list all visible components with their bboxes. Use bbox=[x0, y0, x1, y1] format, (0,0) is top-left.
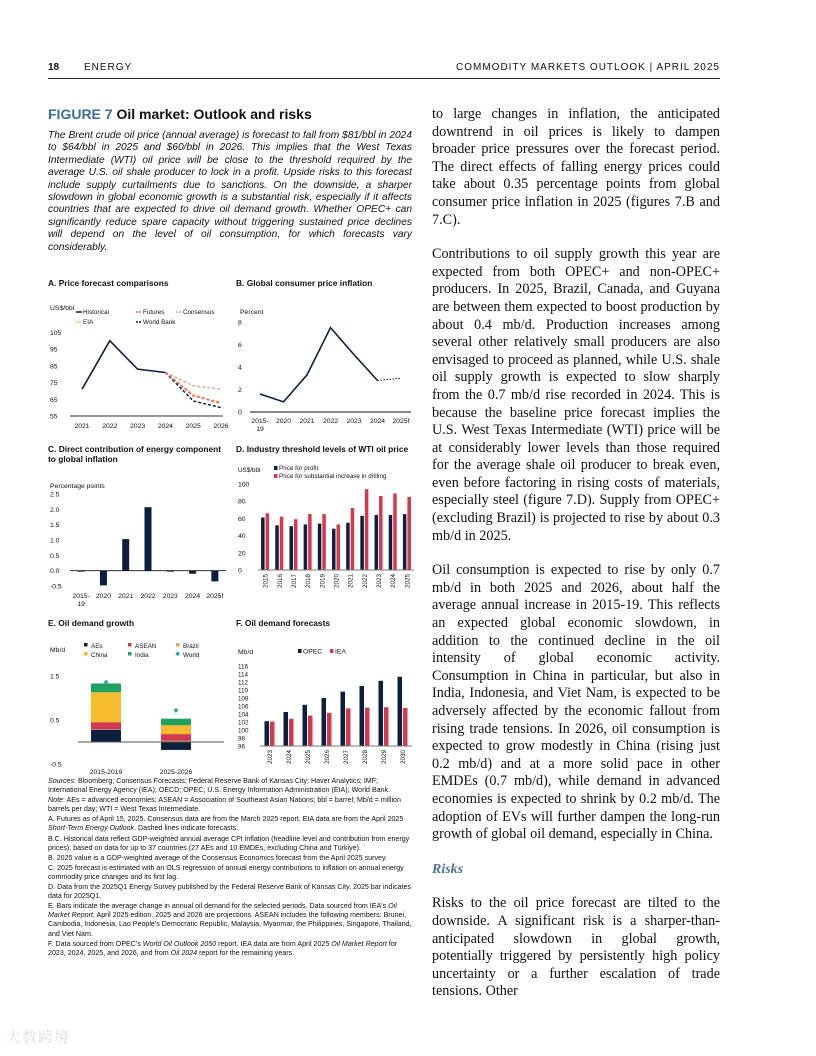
svg-text:2022: 2022 bbox=[322, 418, 339, 425]
panel-c-chart bbox=[48, 464, 230, 608]
svg-text:104: 104 bbox=[238, 711, 249, 719]
panel-c-title: C. Direct contribution of energy component to global inflation bbox=[48, 444, 222, 464]
svg-text:India: India bbox=[135, 652, 149, 659]
note-f-text-2: report. IEA data are from April 2025 bbox=[216, 939, 332, 948]
svg-text:100: 100 bbox=[238, 481, 250, 489]
note-f-italic-1: World Oil Outlook 2050 bbox=[142, 939, 217, 948]
svg-text:2019: 2019 bbox=[319, 574, 327, 589]
svg-text:105: 105 bbox=[50, 329, 62, 337]
svg-text:2029: 2029 bbox=[381, 750, 388, 765]
svg-text:EIA: EIA bbox=[83, 319, 94, 326]
svg-text:2025: 2025 bbox=[185, 423, 201, 430]
svg-text:Historical: Historical bbox=[83, 309, 109, 316]
section-name: ENERGY bbox=[84, 62, 133, 73]
svg-text:2: 2 bbox=[238, 387, 242, 394]
note-bc: B.C. Historical data reflect GDP-weighted annual average CPI inflation (headline level and contribution from energy prices), based on data for up to 37 countries (27 AEs and 10 EMDEs, excluding China and Türkiye). bbox=[48, 834, 410, 852]
svg-text:AEs: AEs bbox=[91, 643, 103, 650]
svg-text:ASEAN: ASEAN bbox=[135, 643, 157, 650]
panel-c bbox=[48, 444, 230, 608]
panel-d bbox=[236, 444, 418, 594]
paragraph-risks: Risks to the oil price forecast are tilted to the downside. A significant risk is a sharper-than-anticipated slowdown in global growth, potentially triggered by persistently high policy uncertainty or a further escalation of trade tensions. Other bbox=[432, 895, 720, 1000]
note-a-text-end: . Dashed lines indicate forecasts. bbox=[134, 824, 239, 833]
watermark-logo: 大数跨境 bbox=[6, 1028, 71, 1046]
svg-text:2023: 2023 bbox=[130, 423, 146, 430]
sources-note bbox=[48, 777, 414, 795]
panel-b bbox=[236, 278, 418, 438]
svg-text:2024: 2024 bbox=[157, 423, 173, 430]
svg-text:4: 4 bbox=[238, 364, 242, 372]
note-label: Note bbox=[48, 796, 63, 805]
svg-text:-0.5: -0.5 bbox=[50, 761, 62, 769]
note-e-italic: Oil Market Report bbox=[48, 902, 397, 920]
svg-text:US$/bbl: US$/bbl bbox=[238, 467, 261, 474]
panel-b-title: B. Global consumer price inflation bbox=[236, 278, 373, 288]
note-b: B. 2025 value is a GDP-weighted average of the Consensus Economics forecast from the April 2025 survey. bbox=[48, 853, 387, 862]
svg-text:-0.5: -0.5 bbox=[50, 583, 62, 591]
note-a-italic: Short-Term Energy Outlook bbox=[48, 824, 135, 833]
svg-text:116: 116 bbox=[238, 663, 249, 671]
abbrev-note bbox=[48, 796, 414, 814]
svg-text:2025f: 2025f bbox=[206, 593, 224, 600]
svg-text:0.5: 0.5 bbox=[50, 717, 60, 725]
panel-e bbox=[48, 618, 230, 776]
svg-text:World Bank: World Bank bbox=[143, 319, 176, 326]
svg-text:2016: 2016 bbox=[276, 574, 284, 589]
svg-text:2023: 2023 bbox=[376, 574, 384, 589]
note-a bbox=[48, 815, 414, 833]
svg-text:2022: 2022 bbox=[140, 593, 156, 600]
panel-d-chart bbox=[236, 454, 418, 594]
svg-text:2025-2026: 2025-2026 bbox=[159, 769, 193, 776]
note-a-text: A. Futures as of April 15, 2025. Consensus data are from the March 2025 report. EIA data are from the April 2025 bbox=[48, 815, 404, 824]
svg-text:Price for profit: Price for profit bbox=[279, 465, 319, 472]
svg-text:2022: 2022 bbox=[102, 423, 118, 430]
sources-text: : Bloomberg; Consensus Forecasts; Federal Reserve Bank of Kansas City; Haver Analytics; IMF; International Energy Agency (IEA); OECD; OPEC; U.S. Energy Information Administration (EIA); World Bank. bbox=[48, 777, 391, 795]
panel-b-chart bbox=[236, 288, 418, 438]
svg-text:19: 19 bbox=[77, 601, 85, 608]
svg-text:2021: 2021 bbox=[74, 423, 90, 430]
svg-text:2024: 2024 bbox=[286, 750, 293, 765]
svg-text:2030: 2030 bbox=[400, 750, 407, 765]
svg-text:2.0: 2.0 bbox=[50, 506, 60, 514]
svg-text:2015-: 2015- bbox=[251, 418, 269, 425]
svg-text:102: 102 bbox=[238, 719, 249, 727]
svg-text:2015-: 2015- bbox=[72, 593, 90, 600]
svg-text:19: 19 bbox=[256, 426, 264, 433]
svg-text:1.5: 1.5 bbox=[50, 673, 60, 681]
figure-notes bbox=[48, 777, 414, 959]
svg-text:China: China bbox=[91, 652, 108, 659]
svg-text:20: 20 bbox=[238, 550, 246, 558]
panel-a bbox=[48, 278, 230, 438]
panel-e-chart bbox=[48, 628, 230, 776]
svg-text:2023: 2023 bbox=[346, 418, 362, 425]
svg-text:0.0: 0.0 bbox=[50, 568, 60, 576]
note-f bbox=[48, 940, 414, 958]
svg-text:0.5: 0.5 bbox=[50, 552, 60, 560]
svg-text:World: World bbox=[183, 652, 200, 659]
svg-text:Percent: Percent bbox=[240, 309, 264, 316]
panel-d-title: D. Industry threshold levels of WTI oil price bbox=[236, 444, 409, 454]
svg-text:1.0: 1.0 bbox=[50, 537, 60, 545]
svg-text:IEA: IEA bbox=[335, 648, 346, 656]
risks-heading: Risks bbox=[432, 861, 464, 877]
svg-text:2023: 2023 bbox=[162, 593, 178, 600]
svg-text:2025: 2025 bbox=[404, 574, 412, 589]
svg-text:2021: 2021 bbox=[347, 574, 355, 589]
svg-text:0: 0 bbox=[238, 409, 242, 417]
svg-text:2.5: 2.5 bbox=[50, 491, 60, 499]
figure-title bbox=[48, 106, 412, 122]
body-text-column bbox=[432, 106, 720, 1018]
svg-text:2017: 2017 bbox=[290, 574, 298, 589]
note-text: : AEs = advanced economies; ASEAN = Association of Southeast Asian Nations; bbl = barrel; Mb/d = million barrels per day; WTI = West Texas Intermediate. bbox=[48, 796, 401, 814]
panel-f-chart bbox=[236, 628, 418, 776]
svg-text:6: 6 bbox=[238, 342, 242, 349]
svg-text:Mb/d: Mb/d bbox=[50, 647, 66, 654]
note-f-text-3: for 2023, 2024, 2025, and 2026, and from bbox=[48, 939, 398, 957]
svg-text:85: 85 bbox=[50, 363, 58, 371]
svg-text:2018: 2018 bbox=[305, 574, 313, 589]
svg-text:60: 60 bbox=[238, 515, 246, 523]
svg-text:2028: 2028 bbox=[362, 750, 369, 765]
paragraph-consumption: Oil consumption is expected to rise by only 0.7 mb/d in both 2025 and 2026, about half the average annual increase in 2015-19. This reflects an expected global economic slowdown, in addition to the continued decline in the oil intensity of global economic activity. Consumption in China in particular, but also in India, Indonesia, and Viet Nam, is expected to be adversely affected by the economic fallout from rising trade tensions. In 2026, oil consumption is expected to grow modestly in China (rising just 0.2 mb/d) and at a more solid pace in other EMDEs (0.7 mb/d), while demand in advanced economies is expected to shrink by 0.2 mb/d. The adoption of EVs will further dampen the long-run growth of global oil demand, especially in China. bbox=[432, 562, 720, 843]
svg-text:100: 100 bbox=[238, 727, 249, 735]
svg-text:2020: 2020 bbox=[95, 593, 111, 600]
figure-description: The Brent crude oil price (annual average) is forecast to fall from $81/bbl in 2024 to $64/bbl in 2025 and $60/bbl in 2026. This implies that the West Texas Intermediate (WTI) oil price will be close to the threshold required by the average U.S. oil shale producer to lock in a profit. Upside risks to this forecast include supply curtailments due to sanctions. On the downside, a sharper slowdown in global economic growth is a substantial risk, especially if it affects countries that are expected to drive oil demand growth. Whether OPEC+ can significantly reduce spare capacity without triggering sustained price declines will depend on the level of oil consumption, for which forecasts vary considerably. bbox=[48, 130, 412, 253]
note-f-italic-2: Oil Market Report bbox=[331, 939, 387, 948]
svg-text:2024: 2024 bbox=[390, 574, 398, 589]
svg-text:Consensus: Consensus bbox=[183, 309, 215, 316]
svg-text:114: 114 bbox=[238, 671, 249, 679]
svg-text:2024: 2024 bbox=[369, 418, 386, 425]
svg-text:Price for substantial increase: Price for substantial increase in drilling bbox=[279, 473, 387, 480]
svg-text:2021: 2021 bbox=[118, 593, 134, 600]
svg-text:2015: 2015 bbox=[262, 574, 270, 589]
svg-text:2022: 2022 bbox=[361, 574, 369, 589]
svg-text:2025: 2025 bbox=[305, 750, 312, 765]
sources-label: Sources bbox=[48, 777, 75, 785]
svg-text:1.5: 1.5 bbox=[50, 522, 60, 530]
figure-title-text: Oil market: Outlook and risks bbox=[116, 106, 312, 122]
svg-text:95: 95 bbox=[50, 346, 58, 354]
y-axis-label: US$/bbl bbox=[50, 305, 75, 312]
note-d: D. Data from the 2025Q1 Energy Survey published by the Federal Reserve Bank of Kansas City. 2025 bar indicates data for 2025Q1. bbox=[48, 883, 412, 901]
paragraph-supply: Contributions to oil supply growth this year are expected from both OPEC+ and non-OPEC+ producers. In 2025, Brazil, Canada, and Guyana are between them expected to boost production by about 0.4 mb/d. Production increases among several other relatively small producers are also envisaged to proceed as planned, while U.S. shale oil supply growth is expected to slow sharply from the 0.7 mb/d rise recorded in 2024. This is because the baseline price forecast implies the U.S. West Texas Intermediate (WTI) price will be at considerably lower levels than those required for the average shale oil producer to break even, even before factoring in rising costs of materials, especially steel (figure 7.D). Supply from OPEC+ (excluding Brazil) is projected to rise by about 0.3 mb/d in 2025. bbox=[432, 246, 720, 544]
note-f-text: F. Data sourced from OPEC's bbox=[48, 939, 143, 948]
note-e-text: E. Bars indicate the average change in annual oil demand for the selected periods. Data sourced from IEA's bbox=[48, 902, 389, 911]
note-e-text-end: , April 2025 edition. 2025 and 2026 are projections. ASEAN includes the following members: Brunei, Cambodia, Indonesia, Lao People's Democratic Republic, Malaysia, Myanmar, the Philippines, Singapore, Thailand, and Viet Nam. bbox=[48, 911, 412, 938]
svg-text:80: 80 bbox=[238, 498, 246, 506]
page-number: 18 bbox=[48, 62, 60, 73]
panel-e-title: E. Oil demand growth bbox=[48, 618, 135, 628]
note-f-text-end: report for the remaining years. bbox=[197, 948, 295, 957]
panel-a-chart bbox=[48, 288, 230, 438]
svg-text:OPEC: OPEC bbox=[303, 648, 323, 656]
svg-text:2027: 2027 bbox=[343, 750, 350, 765]
svg-text:Futures: Futures bbox=[143, 309, 165, 316]
svg-text:2026: 2026 bbox=[213, 423, 229, 430]
svg-text:2015-2019: 2015-2019 bbox=[89, 769, 123, 776]
paragraph-inflation: to large changes in inflation, the anticipated downtrend in oil prices is likely to dampen broader price pressures over the forecast period. The direct effects of falling energy prices could take about 0.35 percentage points from global consumer price inflation in 2025 (figures 7.B and 7.C). bbox=[432, 106, 720, 228]
svg-text:2023: 2023 bbox=[267, 750, 274, 765]
svg-text:65: 65 bbox=[50, 396, 58, 404]
svg-text:0: 0 bbox=[238, 567, 242, 575]
svg-text:108: 108 bbox=[238, 695, 249, 703]
svg-text:112: 112 bbox=[238, 679, 249, 687]
note-f-italic-3: Oil 2024 bbox=[170, 948, 198, 957]
note-c: C. 2025 forecast is estimated with an OLS regression of annual energy contributions to inflation on annual energy commodity price changes and its first lag. bbox=[48, 863, 404, 881]
panel-f-title: F. Oil demand forecasts bbox=[236, 618, 331, 628]
running-header bbox=[48, 60, 720, 79]
svg-text:Brazil: Brazil bbox=[183, 643, 199, 650]
svg-text:2020: 2020 bbox=[333, 574, 341, 589]
svg-text:55: 55 bbox=[50, 413, 58, 421]
svg-text:40: 40 bbox=[238, 533, 246, 541]
svg-text:2024: 2024 bbox=[185, 593, 201, 600]
svg-text:75: 75 bbox=[50, 380, 58, 388]
svg-text:96: 96 bbox=[238, 743, 246, 751]
svg-text:2025f: 2025f bbox=[392, 418, 410, 425]
figure-header bbox=[48, 106, 412, 254]
svg-text:8: 8 bbox=[238, 319, 242, 327]
svg-text:2026: 2026 bbox=[324, 750, 331, 765]
svg-text:Percentage points: Percentage points bbox=[50, 483, 105, 490]
svg-text:2021: 2021 bbox=[299, 418, 315, 425]
publication-title: COMMODITY MARKETS OUTLOOK | APRIL 2025 bbox=[456, 62, 720, 73]
svg-text:110: 110 bbox=[238, 687, 249, 695]
panel-a-title: A. Price forecast comparisons bbox=[48, 278, 169, 288]
svg-text:98: 98 bbox=[238, 735, 246, 743]
figure-number: FIGURE 7 bbox=[48, 106, 113, 122]
note-e bbox=[48, 902, 414, 938]
svg-text:2020: 2020 bbox=[275, 418, 292, 425]
svg-text:Mb/d: Mb/d bbox=[238, 649, 254, 656]
panel-f bbox=[236, 618, 418, 776]
svg-text:106: 106 bbox=[238, 703, 249, 711]
